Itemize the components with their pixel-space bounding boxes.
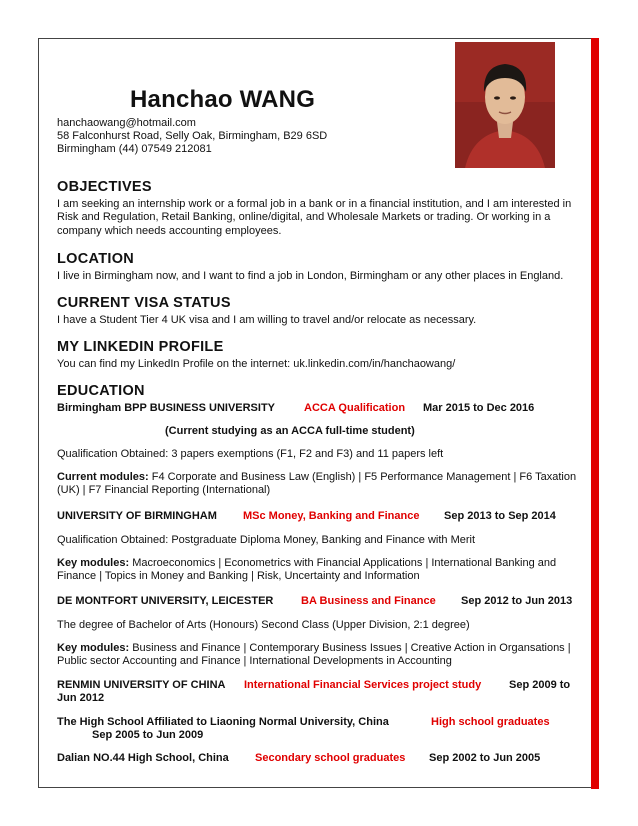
modules-text — [57, 471, 589, 498]
school-name: Birmingham BPP BUSINESS UNIVERSITY — [57, 402, 276, 414]
candidate-name: Hanchao WANG — [130, 86, 316, 113]
location-heading: LOCATION — [57, 251, 135, 267]
study-dates-end: Jun 2012 — [57, 692, 105, 704]
modules-list: Macroeconomics | Econometrics with Financial Applications | International Banking and Finance | Topics in Money and Banking | Risk, Uncertainty and Information — [57, 557, 557, 583]
qualification-text: Qualification Obtained: 3 papers exemptions (F1, F2 and F3) and 11 papers left — [57, 448, 444, 460]
qualification-text: Qualification Obtained: Postgraduate Diploma Money, Banking and Finance with Merit — [57, 534, 476, 546]
highschool-dates-row — [57, 729, 589, 743]
study-dates: Sep 2013 to Sep 2014 — [444, 510, 556, 522]
study-note: (Current studying as an ACCA full-time student) — [165, 425, 415, 437]
education-entry-dmu — [57, 595, 589, 609]
modules-text — [57, 642, 589, 669]
objectives-heading: OBJECTIVES — [57, 179, 152, 195]
modules-list: Business and Finance | Contemporary Business Issues | Creative Action in Organsations | Public sector Accounting and Finance | International Developments in Accounting — [57, 642, 571, 668]
visa-heading: CURRENT VISA STATUS — [57, 295, 231, 311]
study-dates: Mar 2015 to Dec 2016 — [423, 402, 535, 414]
study-dates: Sep 2005 to Jun 2009 — [92, 729, 204, 741]
contact-block — [57, 117, 327, 156]
linkedin-heading: MY LINKEDIN PROFILE — [57, 339, 224, 355]
location-text: I live in Birmingham now, and I want to find a job in London, Birmingham or any other places in England. — [57, 270, 564, 282]
school-name: Dalian NO.44 High School, China — [57, 752, 229, 764]
contact-address: 58 Falconhurst Road, Selly Oak, Birmingham, B29 6SD — [57, 130, 328, 142]
program-name: BA Business and Finance — [301, 595, 436, 607]
program-name: High school graduates — [431, 716, 550, 728]
education-entry-renmin — [57, 679, 589, 693]
education-entry-uob — [57, 510, 589, 524]
modules-label: Key modules: — [57, 557, 130, 569]
modules-text — [57, 557, 589, 584]
school-name: DE MONTFORT UNIVERSITY, LEICESTER — [57, 595, 274, 607]
education-entry-bpp — [57, 402, 589, 416]
program-name: Secondary school graduates — [255, 752, 406, 764]
program-name: ACCA Qualification — [304, 402, 406, 414]
modules-label: Key modules: — [57, 642, 130, 654]
red-accent-bar — [591, 38, 599, 789]
education-entry-highschool — [57, 716, 589, 730]
objectives-text: I am seeking an internship work or a formal job in a bank or in a financial institution, and I am interested in Risk and Regulation, Retail Banking, online/digital, and Wholesale Markets or trading. Or working in a company which needs accounting employees. — [57, 198, 572, 237]
school-name: The High School Affiliated to Liaoning Normal University, China — [57, 716, 389, 728]
contact-email: hanchaowang@hotmail.com — [57, 117, 196, 129]
school-name: RENMIN UNIVERSITY OF CHINA — [57, 679, 226, 691]
program-name: International Financial Services project study — [244, 679, 482, 691]
profile-photo — [455, 42, 555, 168]
program-name: MSc Money, Banking and Finance — [243, 510, 420, 522]
school-name: UNIVERSITY OF BIRMINGHAM — [57, 510, 217, 522]
bpp-note-row — [57, 425, 589, 439]
modules-list: F4 Corporate and Business Law (English) | F5 Performance Management | F6 Taxation (UK) | F7 Financial Reporting (International) — [57, 471, 577, 497]
modules-label: Current modules: — [57, 471, 149, 483]
contact-phone: Birmingham (44) 07549 212081 — [57, 143, 212, 155]
education-entry-secondary — [57, 752, 589, 766]
education-heading: EDUCATION — [57, 383, 145, 399]
linkedin-text: You can find my LinkedIn Profile on the internet: uk.linkedin.com/in/hanchaowang/ — [57, 358, 456, 370]
visa-text: I have a Student Tier 4 UK visa and I am willing to travel and/or relocate as necessary. — [57, 314, 477, 326]
study-dates: Sep 2012 to Jun 2013 — [461, 595, 573, 607]
qualification-text: The degree of Bachelor of Arts (Honours) Second Class (Upper Division, 2:1 degree) — [57, 619, 470, 631]
study-dates: Sep 2002 to Jun 2005 — [429, 752, 541, 764]
study-dates: Sep 2009 to — [509, 679, 571, 691]
renmin-dates-row — [57, 692, 589, 706]
